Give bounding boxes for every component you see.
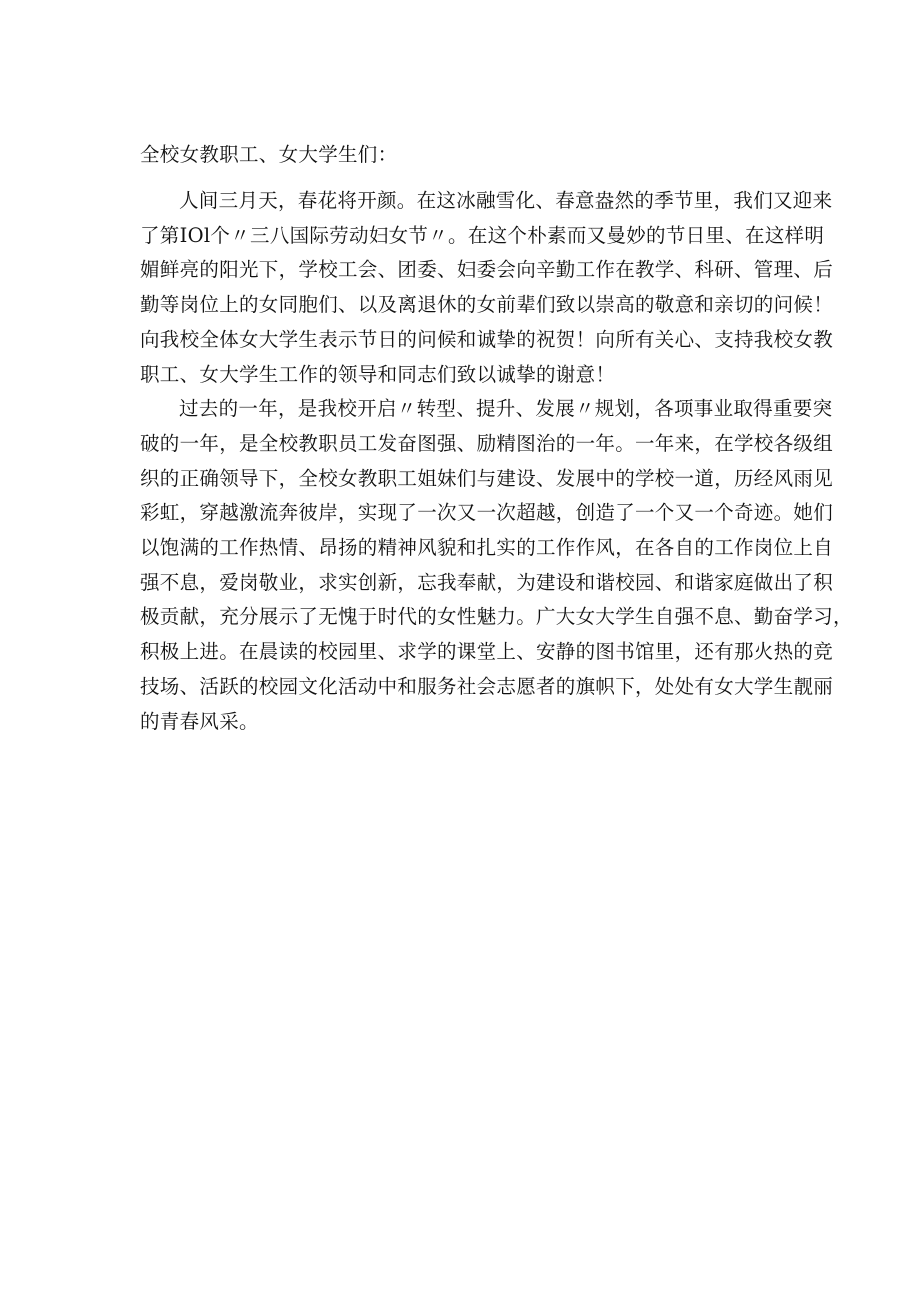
text-line: 勤等岗位上的女同胞们、以及离退休的女前辈们致以崇高的敬意和亲切的问候！ — [140, 293, 834, 317]
paragraph-greeting — [140, 184, 834, 392]
text-line: 职工、女大学生工作的领导和同志们致以诚挚的谢意！ — [140, 362, 616, 386]
text-line: 技场、活跃的校园文化活动中和服务社会志愿者的旗帜下，处处有女大学生靓丽 — [140, 674, 834, 698]
text-line: 织的正确领导下，全校女教职工姐妹们与建设、发展中的学校一道，历经风雨见 — [140, 466, 834, 490]
text-line: 过去的一年，是我校开启〃转型、提升、发展〃规划，各项事业取得重要突 — [179, 397, 833, 421]
letter-body — [140, 138, 853, 739]
text-line: 强不息，爱岗敬业，求实创新，忘我奉献，为建设和谐校园、和谐家庭做出了积 — [140, 570, 834, 594]
text-line: 媚鲜亮的阳光下，学校工会、团委、妇委会向辛勤工作在教学、科研、管理、后 — [140, 258, 834, 282]
text-line: 彩虹，穿越激流奔彼岸，实现了一次又一次超越，创造了一个又一个奇迹。她们 — [140, 501, 834, 525]
text-line: 破的一年，是全校教职员工发奋图强、励精图治的一年。一年来，在学校各级组 — [140, 431, 834, 455]
text-line: 向我校全体女大学生表示节日的问候和诚挚的祝贺！向所有关心、支持我校女教 — [140, 327, 834, 351]
paragraph-review — [140, 392, 853, 739]
text-line: 的青春风采。 — [140, 709, 259, 733]
salutation: 全校女教职工、女大学生们： — [140, 143, 398, 166]
text-line: 了第IOl个〃三八国际劳动妇女节〃。在这个朴素而又曼妙的节日里、在这样明 — [140, 223, 825, 247]
text-line: 极贡献，充分展示了无愧于时代的女性魅力。广大女大学生自强不息、勤奋学习， — [140, 605, 853, 629]
text-line: 人间三月天，春花将开颜。在这冰融雪化、春意盎然的季节里，我们又迎来 — [179, 189, 833, 212]
text-line: 积极上进。在晨读的校园里、求学的课堂上、安静的图书馆里，还有那火热的竞 — [140, 640, 834, 664]
text-line: 以饱满的工作热情、昂扬的精神风貌和扎实的工作作风，在各自的工作岗位上自 — [140, 536, 834, 560]
